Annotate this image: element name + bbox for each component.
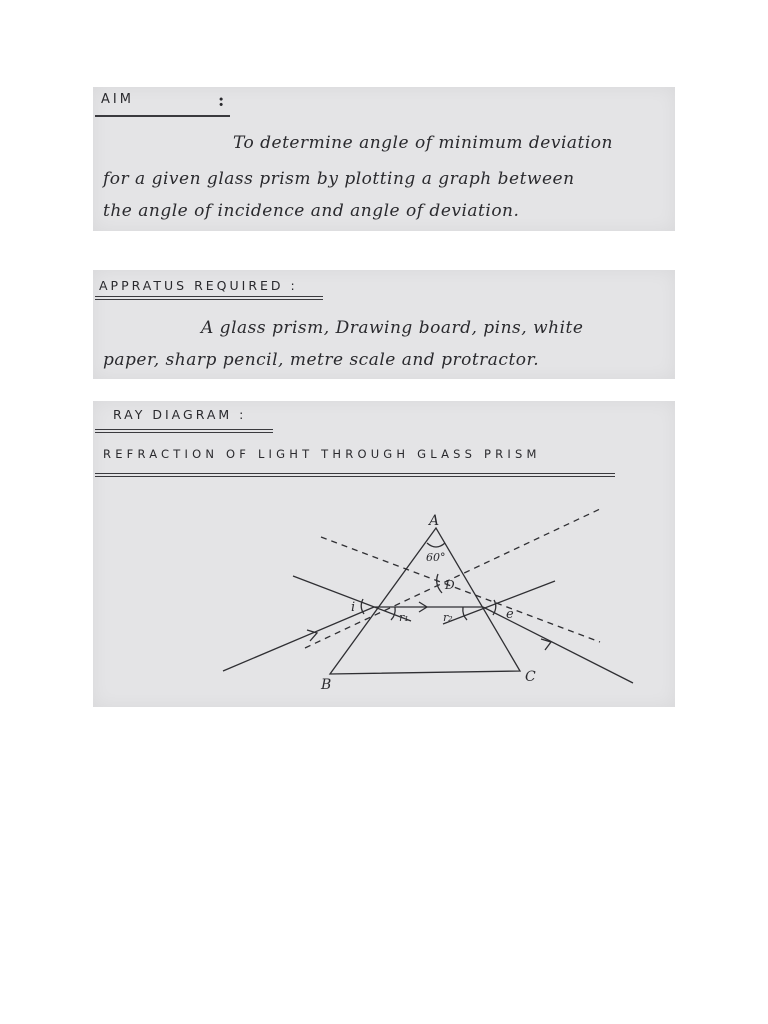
label-incidence: i — [351, 600, 356, 615]
label-base-left: B — [321, 677, 332, 693]
apparatus-heading-underline — [95, 296, 323, 297]
incident-ray — [223, 607, 374, 671]
aim-heading-underline — [95, 115, 230, 117]
label-apex: A — [429, 513, 440, 529]
aim-panel — [93, 87, 675, 231]
deviation-arc — [437, 574, 442, 593]
ray-diagram-heading: RAY DIAGRAM : — [113, 407, 247, 422]
label-emergence: e — [506, 607, 514, 622]
normal-right — [443, 581, 555, 624]
apex-angle-arc — [427, 543, 445, 547]
aim-heading: AIM — [101, 92, 134, 107]
aim-line-2: for a given glass prism by plotting a graph between — [103, 169, 575, 189]
label-base-right: C — [525, 669, 536, 685]
label-r2: r₂ — [443, 611, 453, 624]
aim-line-3: the angle of incidence and angle of deviation. — [103, 201, 520, 221]
prism-ray-diagram — [93, 401, 675, 707]
label-apex-angle: 60° — [426, 551, 446, 564]
apparatus-heading: APPRATUS REQUIRED : — [99, 278, 298, 293]
apparatus-line-2: paper, sharp pencil, metre scale and protractor. — [103, 350, 540, 370]
ray-diagram-subheading: REFRACTION OF LIGHT THROUGH GLASS PRISM — [103, 447, 541, 461]
ray-diagram-panel — [93, 401, 675, 707]
dashed-extension-left — [321, 537, 600, 642]
aim-colon: : — [218, 91, 225, 111]
aim-line-1: To determine angle of minimum deviation — [233, 133, 613, 153]
label-r1: r₁ — [399, 611, 409, 624]
label-deviation: D — [445, 578, 455, 592]
apparatus-panel — [93, 270, 675, 379]
r2-arc — [463, 607, 467, 620]
apparatus-line-1: A glass prism, Drawing board, pins, white — [201, 318, 584, 338]
